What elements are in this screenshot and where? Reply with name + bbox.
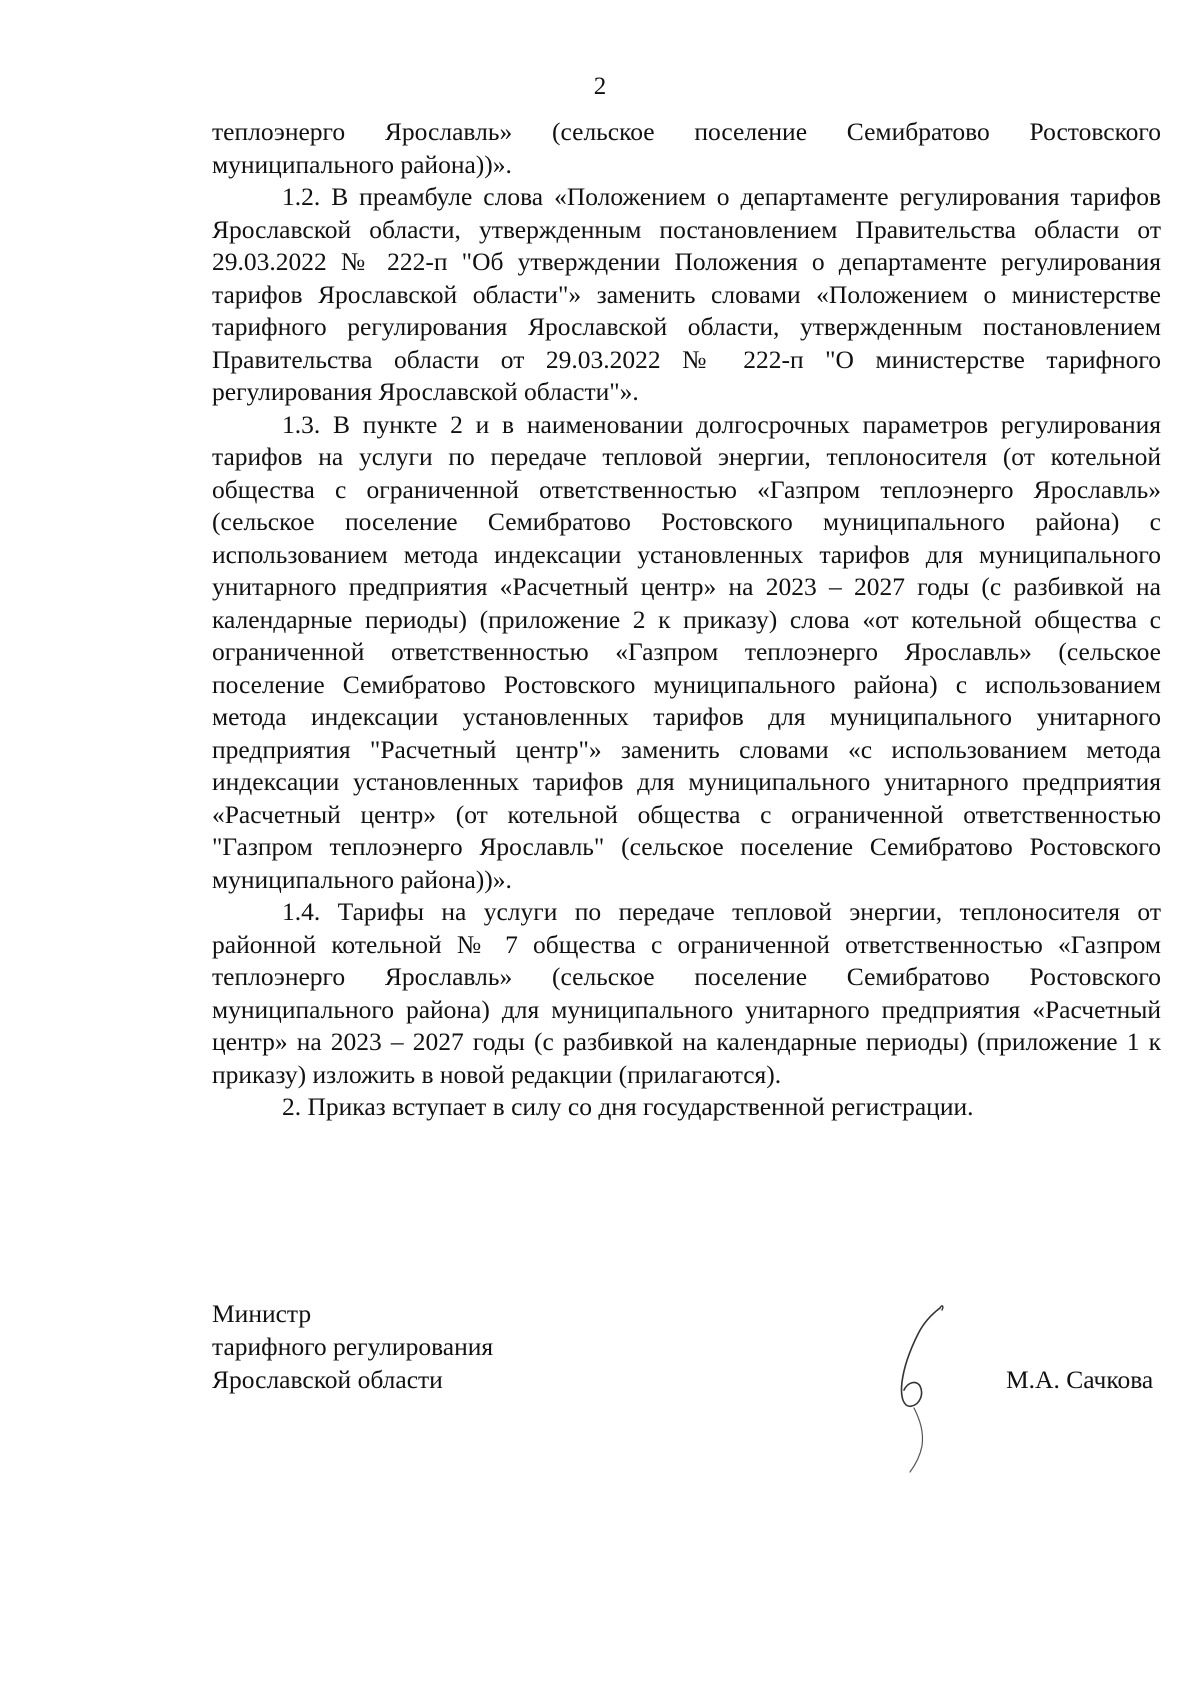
signatory-title <box>212 1297 493 1396</box>
paragraph-1-3: 1.3. В пункте 2 и в наименовании долгосрочных параметров регулирования тарифов на услуги по передаче тепловой энергии, теплоносителя (от котельной общества с ограниченной ответственностью «Газпром теплоэнерго Ярославль» (сельское поселение Семибратово Ростовского муниципального района) с использованием метода индексации установленных тарифов для муниципального унитарного предприятия «Расчетный центр» на 2023 – 2027 годы (с разбивкой на календарные периоды) (приложение 2 к приказу) слова «от котельной общества с ограниченной ответственностью «Газпром теплоэнерго Ярославль» (сельское поселение Семибратово Ростовского муниципального района) с использованием метода индексации установленных тарифов для муниципального унитарного предприятия "Расчетный центр"» заменить словами «с использованием метода индексации установленных тарифов для муниципального унитарного предприятия «Расчетный центр» (от котельной общества с ограниченной ответственностью "Газпром теплоэнерго Ярославль" (сельское поселение Семибратово Ростовского муниципального района))». <box>212 409 1161 894</box>
signatory-name: М.А. Сачкова <box>1006 1365 1154 1394</box>
signatory-title-line: Министр <box>212 1299 312 1328</box>
handwritten-signature <box>880 1300 960 1480</box>
paragraph-1-2: 1.2. В преамбуле слова «Положением о департаменте регулирования тарифов Ярославской области, утвержденным постановлением Правительства области от 29.03.2022 № 222-п "Об утверждении Положения о департаменте регулирования тарифов Ярославской области"» заменить словами «Положением о министерстве тарифного регулирования Ярославской области, утвержденным постановлением Правительства области от 29.03.2022 № 222-п "О министерстве тарифного регулирования Ярославской области"». <box>212 182 1161 406</box>
paragraph-2: 2. Приказ вступает в силу со дня государственной регистрации. <box>282 1092 974 1121</box>
signatory-title-line: тарифного регулирования <box>212 1332 494 1361</box>
document-body <box>212 116 1161 1124</box>
paragraph-1-4: 1.4. Тарифы на услуги по передаче тепловой энергии, теплоносителя от районной котельной № 7 общества с ограниченной ответственностью «Газпром теплоэнерго Ярославль» (сельское поселение Семибратово Ростовского муниципального района) для муниципального унитарного предприятия «Расчетный центр» на 2023 – 2027 годы (с разбивкой на календарные периоды) (приложение 1 к приказу) изложить в новой редакции (прилагаются). <box>212 897 1161 1089</box>
signatory-title-line: Ярославской области <box>212 1365 443 1394</box>
paragraph-continuation: теплоэнерго Ярославль» (сельское поселение Семибратово Ростовского муниципального района))». <box>212 117 1161 179</box>
page-number: 2 <box>593 73 607 100</box>
